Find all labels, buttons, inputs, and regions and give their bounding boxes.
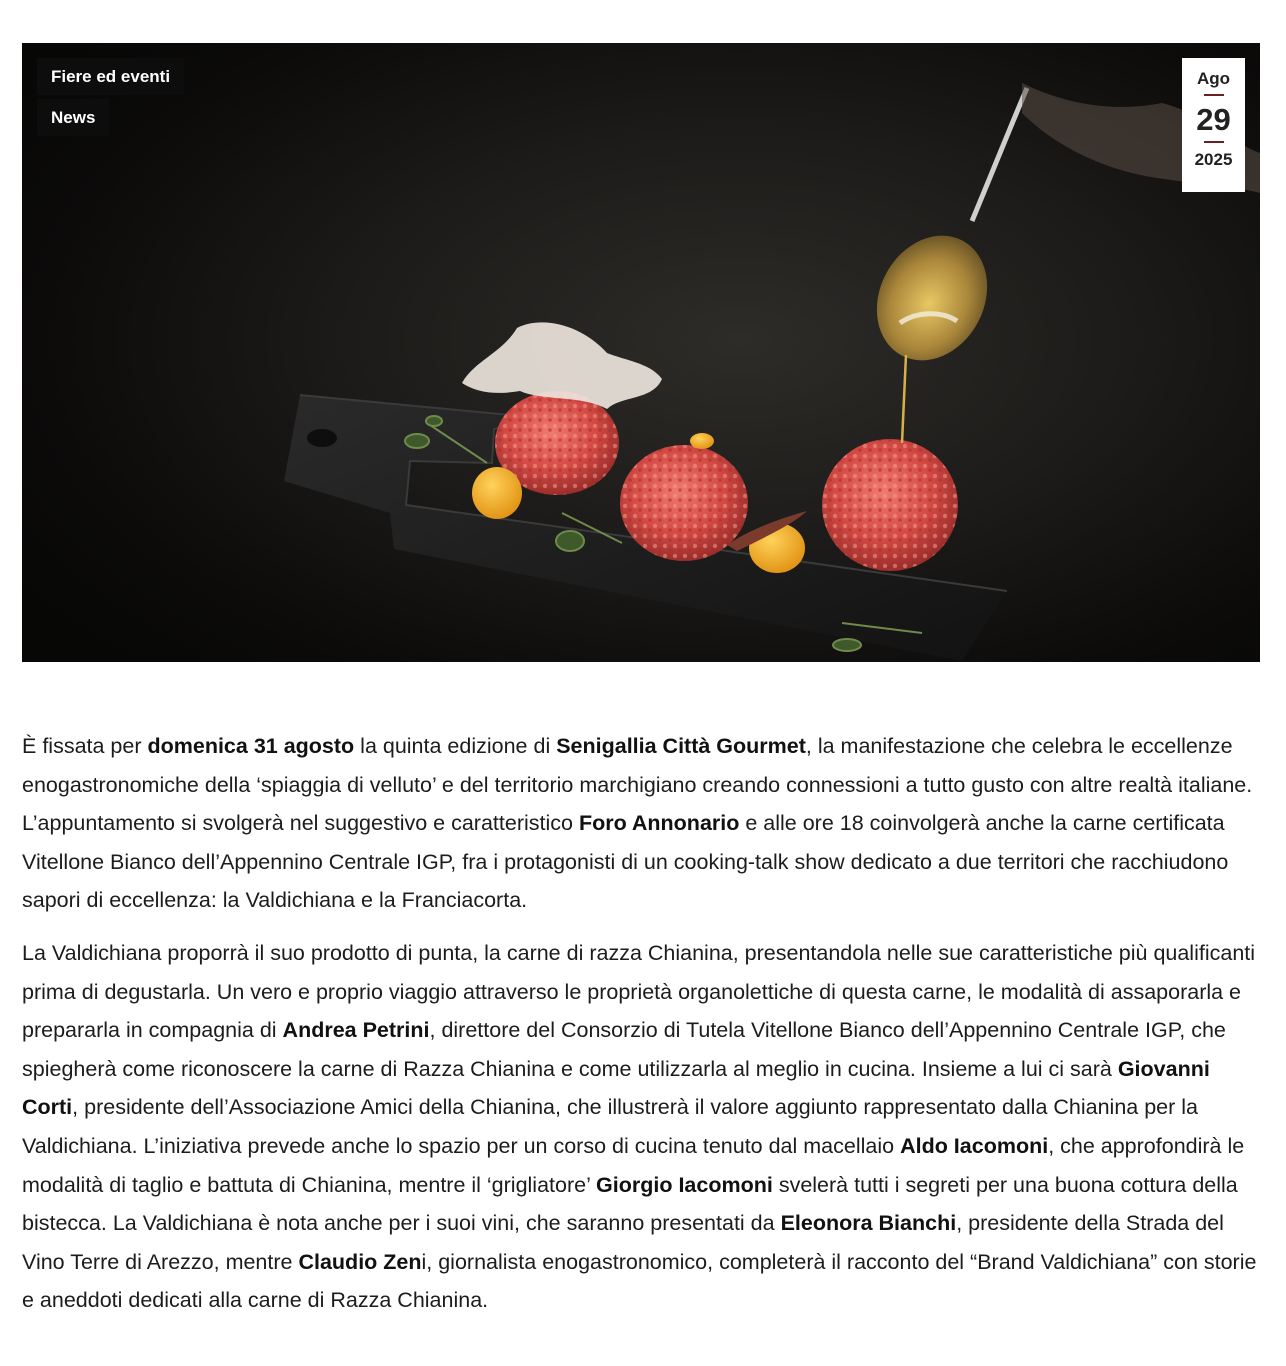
article-body — [22, 727, 1262, 1334]
highlighted-text: domenica 31 agosto — [147, 734, 355, 758]
featured-image — [22, 43, 1260, 662]
article-paragraph-2 — [22, 934, 1262, 1320]
highlighted-text: Giovanni Corti — [22, 1056, 1210, 1120]
date-separator — [1204, 141, 1224, 143]
paragraph-text: e alle ore 18 coinvolgerà anche la carne certificata Vitellone Bianco dell’Appennino Centrale IGP, fra i protagonisti di un cooking-talk show dedicato a due territori che racchiudono sapori di eccellenza: la Valdichiana e la Franciacorta. — [22, 811, 1229, 913]
paragraph-text: , che approfondirà le modalità di taglio e battuta di Chianina, mentre il ‘grigliatore’ — [22, 1133, 1245, 1197]
date-separator — [1204, 94, 1224, 96]
date-month: Ago — [1196, 69, 1231, 88]
paragraph-text: , presidente dell’Associazione Amici della Chianina, che illustrerà il valore aggiunto rappresentato dalla Chianina per la Valdichiana. L’iniziativa prevede anche lo spazio per un corso di cucina tenuto dal macellaio — [22, 1095, 1198, 1158]
date-day: 29 — [1196, 102, 1231, 137]
paragraph-text: , presidente della Strada del Vino Terre di Arezzo, mentre — [22, 1211, 1224, 1274]
food-photo — [22, 43, 1260, 662]
highlighted-text: Senigallia Città Gourmet — [556, 734, 806, 758]
category-tag-news[interactable]: News — [37, 99, 109, 136]
highlighted-text: Foro Annonario — [578, 811, 740, 836]
date-year: 2025 — [1194, 150, 1233, 169]
date-badge — [1182, 58, 1245, 192]
paragraph-text: la quinta edizione di — [354, 734, 557, 758]
highlighted-text: Eleonora Bianchi — [780, 1211, 957, 1236]
highlighted-text: Aldo Iacomoni — [900, 1133, 1049, 1158]
category-tag-fiere-ed-eventi[interactable]: Fiere ed eventi — [37, 58, 184, 95]
highlighted-text: Claudio Zen — [298, 1249, 422, 1274]
paragraph-text: i, giornalista enogastronomico, completerà il racconto del “Brand Valdichiana” con storie e aneddoti dedicati alla carne di Razza Chianina. — [22, 1249, 1257, 1313]
paragraph-text: svelerà tutti i segreti per una buona cottura della bistecca. La Valdichiana è nota anche per i suoi vini, che saranno presentati da — [22, 1172, 1238, 1236]
paragraph-text: È fissata per — [22, 734, 148, 758]
paragraph-text: La Valdichiana proporrà il suo prodotto di punta, la carne di razza Chianina, presentandola nelle sue caratteristiche più qualificanti prima di degustarla. Un vero e proprio viaggio attraverso le proprietà organolettiche di questa carne, le modalità di assaporarla e prepararla in compagnia di — [22, 940, 1256, 1043]
article-paragraph-1 — [22, 727, 1262, 920]
paragraph-text: , direttore del Consorzio di Tutela Vitellone Bianco dell’Appennino Centrale IGP, che spiegherà come riconoscere la carne di Razza Chianina e come utilizzarla al meglio in cucina. Insieme a lui ci sarà — [22, 1018, 1226, 1081]
highlighted-text: Giorgio Iacomoni — [596, 1172, 773, 1197]
paragraph-text: , la manifestazione che celebra le eccellenze enogastronomiche della ‘spiaggia di velluto’ e del territorio marchigiano creando connessioni a tutto gusto con altre realtà italiane. L’appuntamento si svolgerà nel suggestivo e caratteristico — [22, 734, 1253, 836]
highlighted-text: Andrea Petrini — [282, 1018, 430, 1043]
